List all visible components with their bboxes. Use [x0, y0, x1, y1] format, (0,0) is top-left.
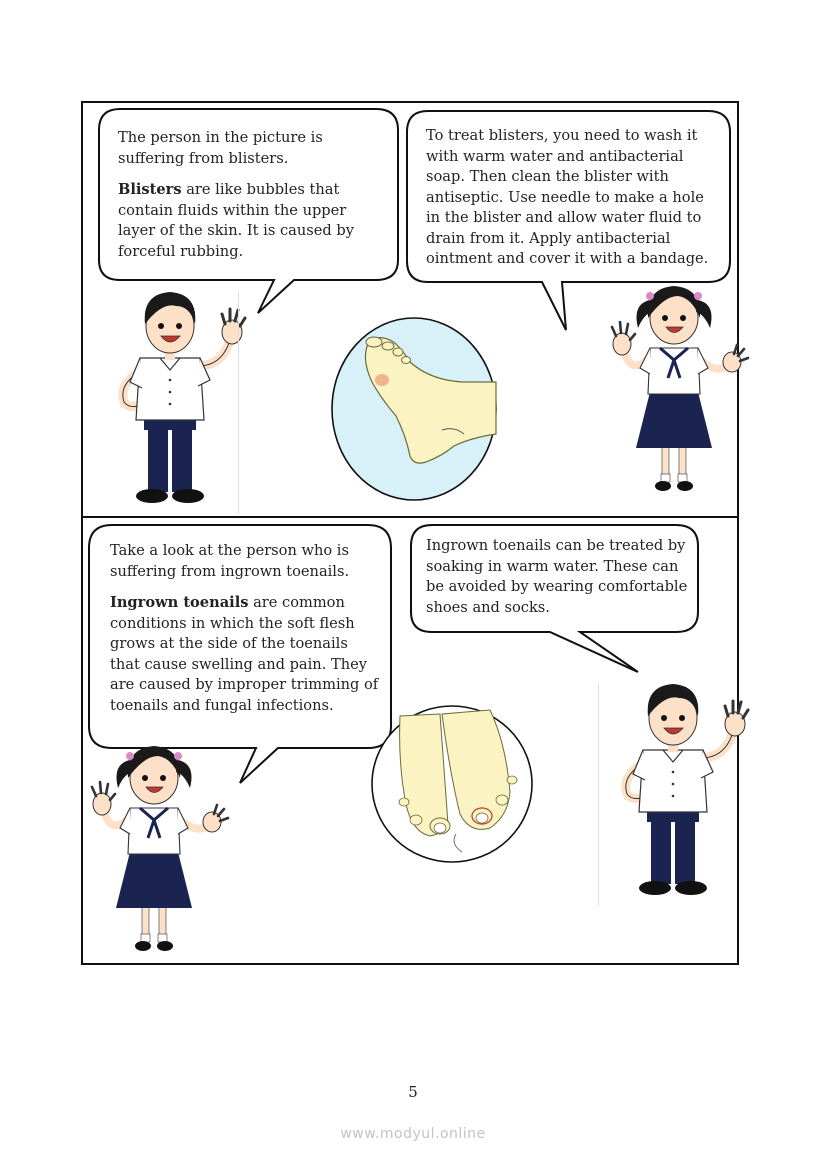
page-number: 5 — [408, 1083, 418, 1101]
speech-bubble-ingrown-treatment — [410, 524, 700, 674]
ingrown-treatment-text — [426, 536, 690, 618]
blisters-definition-rest: are like bubbles that contain fluids within the upper layer of the skin. It is caused by forceful rubbing. — [118, 181, 354, 260]
blisters-intro: The person in the picture is suffering from blisters. — [118, 129, 323, 167]
blisters-term: Blisters — [118, 181, 182, 198]
blisters-treatment-text — [426, 126, 718, 270]
blister-foot-illustration — [330, 316, 500, 502]
blisters-definition — [118, 180, 388, 262]
boy-illustration — [100, 292, 240, 514]
ingrown-toenail-illustration — [370, 704, 536, 864]
blisters-treatment: To treat blisters, you need to wash it with warm water and antibacterial soap. Then clean the blister with antiseptic. Use needle to make a hole in the blister and allow water fluid to drain from it. Apply antibacterial ointment and cover it with a bandage. — [426, 127, 709, 267]
ingrown-definition-rest: are common conditions in which the soft flesh grows at the side of the toenails that cause swelling and pain. They are caused by improper trimming of toenails and fungal infections. — [110, 594, 379, 714]
ingrown-definition-text — [110, 541, 382, 716]
watermark: www.modyul.online — [340, 1126, 486, 1142]
girl-illustration — [88, 744, 220, 956]
panel-divider — [81, 516, 739, 518]
boy-illustration — [608, 684, 738, 906]
speech-bubble-blisters-definition — [98, 108, 400, 316]
girl-illustration — [608, 284, 740, 514]
vertical-guide-line — [238, 292, 239, 514]
blisters-definition-text — [118, 128, 388, 262]
ingrown-definition — [110, 593, 382, 716]
ingrown-treatment: Ingrown toenails can be treated by soaking in warm water. These can be avoided by wearing comfortable shoes and socks. — [426, 537, 688, 616]
vertical-guide-line — [598, 684, 599, 906]
ingrown-intro: Take a look at the person who is suffering from ingrown toenails. — [110, 542, 350, 580]
ingrown-term: Ingrown toenails — [110, 594, 249, 611]
